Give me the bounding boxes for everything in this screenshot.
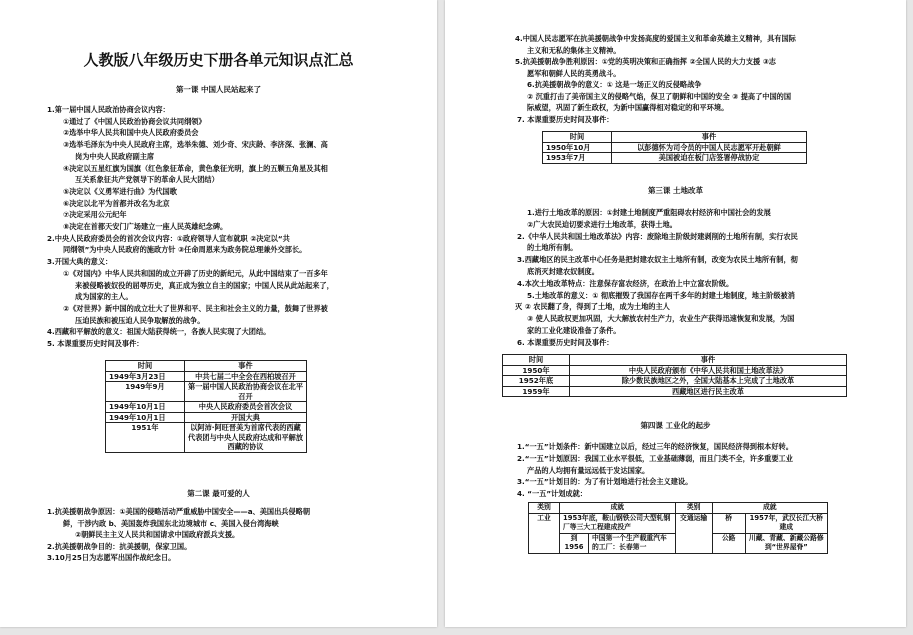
lesson-4-title: 第四课 工业化的起步 (640, 421, 711, 430)
table-cell: 1949年3月23日 (106, 371, 185, 382)
table-lesson-4 (528, 502, 828, 554)
text-line: 1.进行土地改革的原因：①封建土地制度严重阻碍农村经济和中国社会的发展 (527, 208, 771, 217)
text-line: 同纲领”为中央人民政府的施政方针 ③任命周恩来为政务院总理兼外交部长。 (63, 245, 307, 255)
text-line: 4. “一五”计划成就： (517, 489, 587, 499)
table-cell: 第一届中国人民政治协商会议在北平召开 (185, 382, 307, 402)
text-line: ③ 使人民政权更加巩固，大大解放农村生产力，农业生产获得迅速恢复和发展，为国 (527, 314, 795, 324)
text-line: 1.第一届中国人民政治协商会议内容： (47, 105, 170, 114)
text-line: ②朝鲜民主主义人民共和国请求中国政府派兵支援。 (75, 530, 240, 539)
text-line: 互关系象征共产党领导下的革命人民大团结） (75, 175, 219, 185)
text-line: 成为国家的主人。 (75, 292, 133, 302)
table-row (106, 382, 307, 402)
table-cell: 到1956 (560, 533, 589, 553)
table-header: 类别 (675, 503, 712, 514)
text-line: 5.抗美援朝战争胜利原因：①党的英明决策和正确指挥 ②全国人民的大力支援 ③志 (515, 57, 776, 66)
table-row (529, 513, 828, 533)
table-cell: 交通运输 (675, 513, 712, 553)
text-line: 3.西藏地区的民主改革中心任务是把封建农奴主土地所有制，改变为农民土地所有制，彻 (517, 255, 798, 265)
text-line: 家的工业化建设准备了条件。 (527, 326, 621, 335)
table-cell: 中央人民政府委员会首次会议 (185, 402, 307, 413)
text-line: ②选举中华人民共和国中央人民政府委员会 (63, 128, 199, 138)
table-cell: 川藏、青藏、新藏公路修到“世界屋脊” (745, 533, 827, 553)
table-cell: 1949年10月1日 (106, 412, 185, 423)
table-cell: 1949年9月 (106, 382, 185, 402)
table-header: 时间 (543, 132, 612, 143)
table-cell: 1950年10月 (543, 142, 612, 153)
text-line: 愿军和朝鲜人民的英勇战斗。 (527, 68, 621, 78)
table-cell: 桥 (712, 513, 745, 533)
table-cell: 中央人民政府颁布《中华人民共和国土地改革法》 (570, 365, 847, 376)
text-line: 4.西藏和平解放的意义：祖国大陆获得统一，各族人民实现了大团结。 (47, 327, 271, 337)
table-cell: 1949年10月1日 (106, 402, 185, 413)
table-row (503, 386, 847, 397)
text-line: 2.中央人民政府委员会的首次会议内容：①政府领导人宣布就职 ②决定以“共 (47, 233, 290, 243)
text-line: 岗为中央人民政府副主席 (75, 151, 155, 161)
text-line: 5. 本课重要历史时间及事件： (47, 339, 144, 348)
table-cell: 美国被迫在板门店签署停战协定 (612, 153, 807, 164)
table-cell: 1957年，武汉长江大桥建成 (745, 513, 827, 533)
table-row (543, 153, 807, 164)
table-cell: 中国第一个生产载重汽车的工厂：长春第一 (589, 533, 676, 553)
table-cell: 1953年底，鞍山钢铁公司大型轧钢厂等三大工程建成投产 (560, 513, 676, 533)
text-line: 主义和无私的集体主义精神。 (527, 45, 621, 55)
table-header: 成就 (560, 503, 676, 514)
document-page-left (0, 0, 437, 627)
lesson-3-title: 第三课 土地改革 (647, 186, 704, 195)
table-cell: 1950年 (503, 365, 570, 376)
text-line: ②《对世界》新中国的成立壮大了世界和平、民主和社会主义的力量，鼓舞了世界被 (63, 303, 328, 313)
table-row (106, 371, 307, 382)
text-line: ⑦决定采用公元纪年 (63, 210, 127, 220)
text-line: 1.抗美援朝战争原因：①美国的侵略活动严重威胁中国安全——a、美国出兵侵略朝 (47, 507, 311, 516)
text-line: 1.“一五”计划条件：新中国建立以后，经过三年的经济恢复，国民经济得到根本好转。 (517, 442, 793, 451)
table-cell: 1952年底 (503, 376, 570, 387)
text-line: 产品的人均拥有量远远低于发达国家。 (527, 465, 650, 475)
table-lesson-1 (105, 360, 307, 453)
text-line: ①《对国内》中华人民共和国的成立开辟了历史的新纪元，从此中国结束了一百多年 (63, 268, 328, 278)
text-line: ⑥决定以北平为首都并改名为北京 (63, 198, 170, 208)
table-header: 事件 (612, 132, 807, 143)
table-header: 类别 (529, 503, 560, 514)
table-lesson-2 (542, 131, 807, 164)
text-line: 来被侵略被奴役的屈辱历史，真正成为独立自主的国家；中国人民从此站起来了， (75, 280, 334, 290)
table-cell: 1953年7月 (543, 153, 612, 164)
table-row (503, 376, 847, 387)
table-cell: 以阿沛·阿旺晋美为首席代表的西藏代表团与中央人民政府达成和平解放西藏的协议 (185, 423, 307, 453)
text-line: 4.本次土地改革特点：注意保存富农经济，在政治上中立富农阶级。 (517, 278, 734, 288)
table-cell: 1959年 (503, 386, 570, 397)
table-header: 时间 (106, 361, 185, 372)
table-header: 时间 (503, 355, 570, 366)
table-row (503, 365, 847, 376)
table-cell: 开国大典 (185, 412, 307, 423)
text-line: 7. 本课重要历史时间及事件： (517, 114, 614, 124)
text-line: 3.10月25日为志愿军出国作战纪念日。 (47, 553, 176, 562)
lesson-2-title: 第二课 最可爱的人 (187, 489, 250, 498)
document-title: 人教版八年级历史下册各单元知识点汇总 (83, 51, 354, 69)
text-line: 6. 本课重要历史时间及事件： (517, 337, 614, 347)
text-line: 底消灭封建农奴制度。 (527, 267, 599, 276)
table-cell: 1951年 (106, 423, 185, 453)
table-cell: 西藏地区进行民主改革 (570, 386, 847, 397)
text-line: ①通过了《中国人民政治协商会议共同纲领》 (63, 116, 206, 126)
text-line: 灭 ② 农民翻了身，得到了土地，成为土地的主人 (515, 302, 670, 312)
text-line: 2.《中华人民共和国土地改革法》内容：废除地主阶级封建剥削的土地所有制，实行农民 (517, 231, 798, 241)
text-line: 压迫民族和被压迫人民争取解放的战争。 (75, 315, 205, 325)
text-line: 6.抗美援朝战争的意义：① 这是一场正义的反侵略战争 (527, 80, 702, 89)
text-line: ⑤决定以《义勇军进行曲》为代国歌 (63, 186, 177, 196)
table-header: 事件 (185, 361, 307, 372)
table-header: 成就 (712, 503, 827, 514)
table-cell: 中共七届二中全会在西柏坡召开 (185, 371, 307, 382)
table-cell: 公路 (712, 533, 745, 553)
text-line: 4.中国人民志愿军在抗美援朝战争中发扬高度的爱国主义和革命英雄主义精神，具有国际 (515, 34, 796, 43)
text-line: ②广大农民迫切要求进行土地改革，获得土地。 (527, 219, 677, 229)
table-row (543, 142, 807, 153)
text-line: 3.“一五”计划目的：为了有计划地进行社会主义建设。 (517, 477, 693, 487)
text-line: 鲜，干涉内政 b、美国轰炸我国东北边境城市 c、美国入侵台湾海峡 (63, 518, 279, 528)
text-line: 的土地所有制。 (527, 243, 578, 253)
text-line: ③选举毛泽东为中央人民政府主席，选举朱德、刘少奇、宋庆龄、李济深、张澜、高 (63, 140, 328, 150)
table-row (106, 423, 307, 453)
text-line: 5.土地改革的意义：① 彻底摧毁了我国存在两千多年的封建土地制度，地主阶级被消 (527, 290, 795, 300)
table-cell: 除少数民族地区之外，全国大陆基本上完成了土地改革 (570, 376, 847, 387)
text-line: 际威望，巩固了新生政权，为新中国赢得相对稳定的和平环境。 (527, 103, 729, 112)
text-line: ② 沉重打击了美帝国主义的侵略气焰，保卫了朝鲜和中国的安全 ③ 提高了中国的国 (527, 91, 792, 101)
document-page-right (445, 0, 906, 627)
text-line: ⑧决定在首都天安门广场建立一座人民英雄纪念碑。 (63, 222, 228, 231)
table-cell: 以彭德怀为司令员的中国人民志愿军开赴朝鲜 (612, 142, 807, 153)
text-line: 2.抗美援朝战争目的：抗美援朝，保家卫国。 (47, 541, 192, 551)
text-line: 2.“一五”计划原因：我国工业水平很低，工业基础薄弱，而且门类不全，许多重要工业 (517, 453, 793, 463)
table-lesson-3 (502, 354, 847, 397)
lesson-1-title: 第一课 中国人民站起来了 (175, 85, 262, 94)
table-row (106, 412, 307, 423)
text-line: 3.开国大典的意义： (47, 257, 113, 267)
table-row (106, 402, 307, 413)
table-header: 事件 (570, 355, 847, 366)
text-line: ④决定以五星红旗为国旗（红色象征革命，黄色象征光明，旗上的五颗五角星及其相 (63, 163, 328, 173)
table-cell: 工业 (529, 513, 560, 553)
